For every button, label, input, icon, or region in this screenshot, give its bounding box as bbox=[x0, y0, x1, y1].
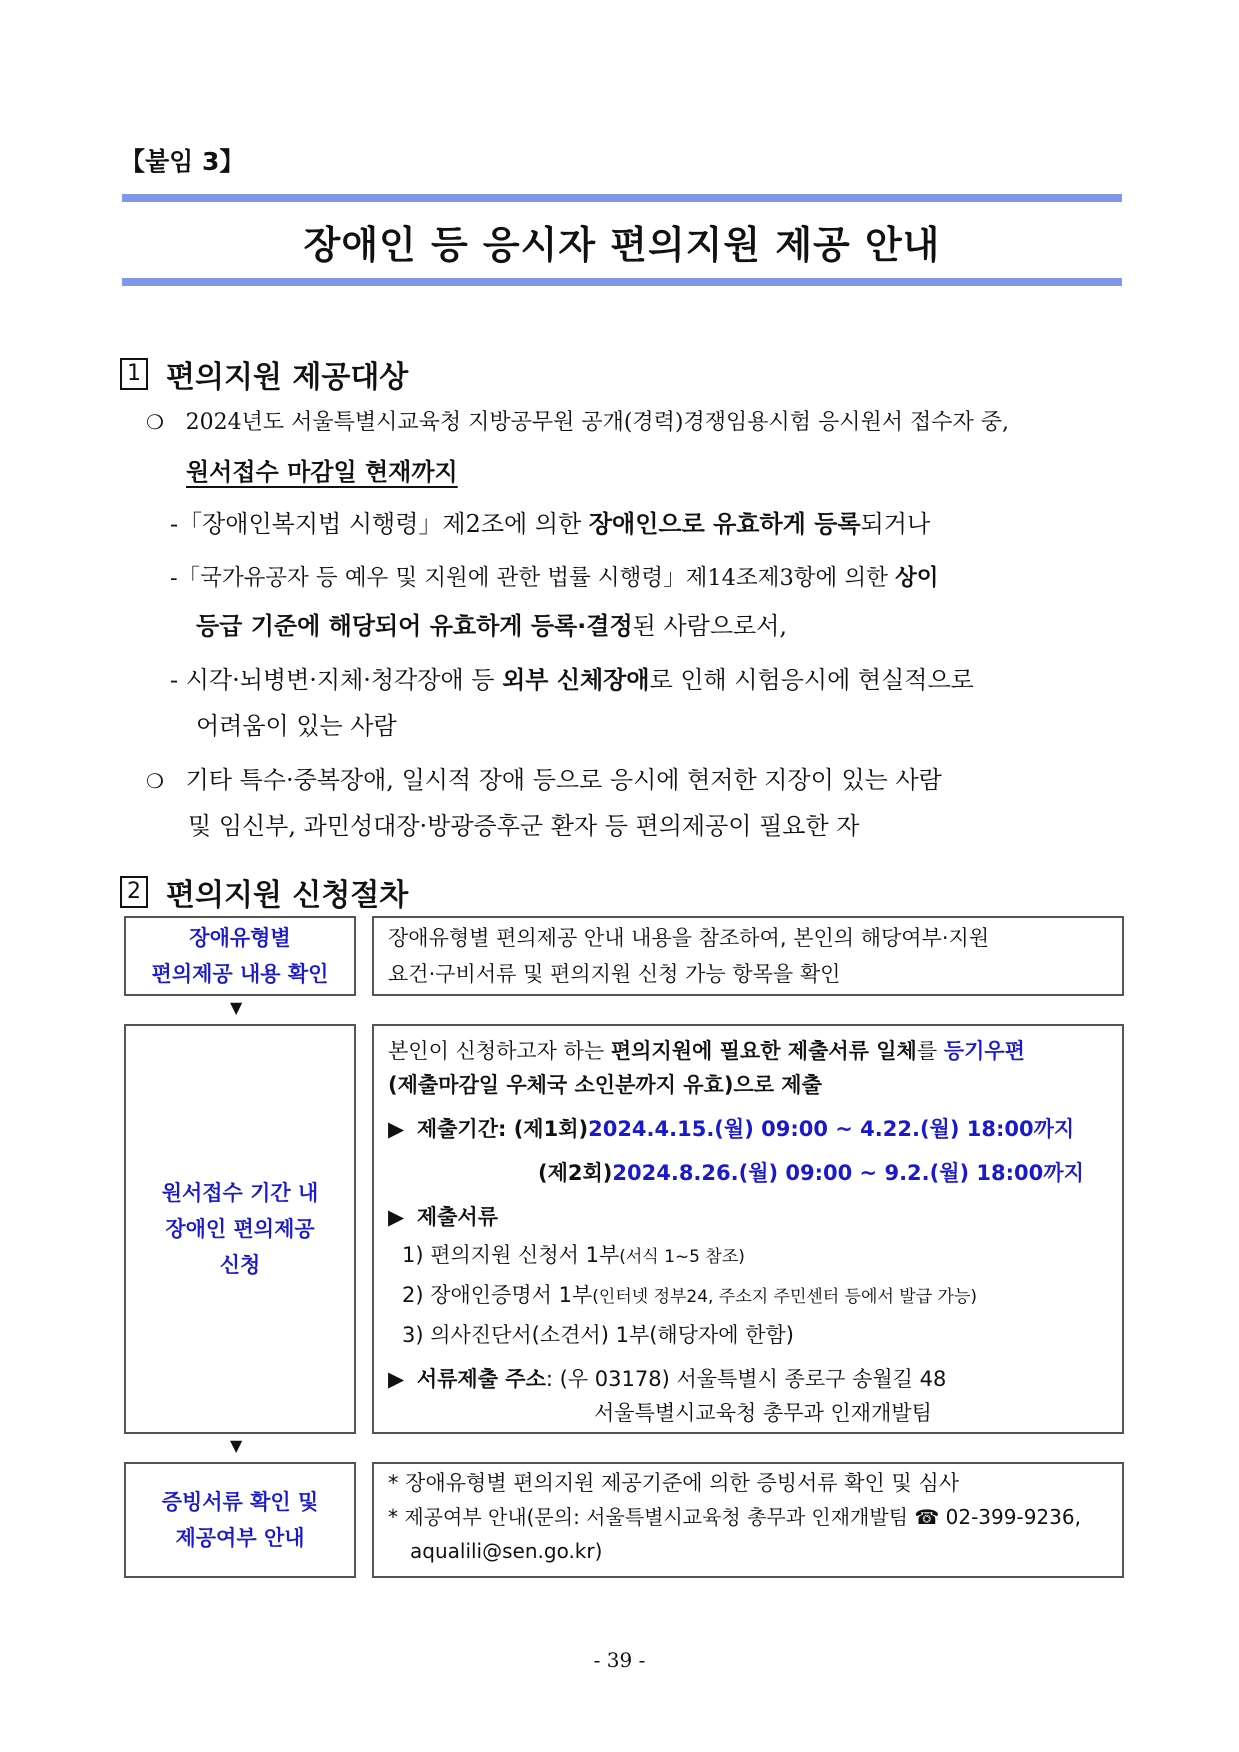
doc2-note: (인터넷 정부24, 주소지 주민센터 등에서 발급 가능) bbox=[592, 1287, 978, 1307]
period2-round: (제2회) bbox=[538, 1161, 613, 1185]
down-arrow-icon: ▼ bbox=[230, 1436, 243, 1455]
step2-intro-line2: (제출마감일 우체국 소인분까지 유효)으로 제출 bbox=[388, 1073, 822, 1097]
period-label: 제출기간: bbox=[416, 1117, 514, 1141]
period1-dates: 2024.4.15.(월) 09:00 ~ 4.22.(월) 18:00까지 bbox=[588, 1117, 1075, 1141]
step2-label-line2: 장애인 편의제공 bbox=[165, 1217, 315, 1241]
sub-item2-line1 bbox=[170, 560, 939, 592]
sub-item2-emphasis2: 등급 기준에 해당되어 유효하게 등록·결정 bbox=[196, 612, 633, 640]
step3-content-box bbox=[372, 1462, 1124, 1578]
address-text: : (우 03178) 서울특별시 종로구 송월길 48 bbox=[545, 1367, 947, 1391]
step1-content-line2: 요건·구비서류 및 편의지원 신청 가능 항목을 확인 bbox=[388, 962, 841, 986]
doc1-text: 1) 편의지원 신청서 1부 bbox=[402, 1243, 620, 1267]
address-label: 서류제출 주소 bbox=[416, 1367, 546, 1391]
item1-text: 2024년도 서울특별시교육청 지방공무원 공개(경력)경쟁임용시험 응시원서 접수자 중, bbox=[185, 410, 1010, 435]
period1-line bbox=[388, 1112, 1108, 1146]
docs-label: 제출서류 bbox=[416, 1205, 498, 1229]
sub-item1-text: -「장애인복지법 시행령」제2조에 의한 bbox=[170, 510, 589, 538]
step1-content-line1: 장애유형별 편의제공 안내 내용을 참조하여, 본인의 해당여부·지원 bbox=[388, 926, 990, 950]
page-number: - 39 - bbox=[593, 1648, 646, 1672]
section1-title: 편의지원 제공대상 bbox=[166, 360, 409, 395]
sub-item3-tail: 로 인해 시험응시에 현실적으로 bbox=[649, 666, 974, 694]
step1-label-box bbox=[124, 916, 356, 996]
step1-content-box bbox=[372, 916, 1124, 996]
doc3: 3) 의사진단서(소견서) 1부(해당자에 한함) bbox=[402, 1323, 795, 1347]
section2-heading bbox=[120, 870, 408, 914]
step2-intro-emphasis: 편의지원에 필요한 제출서류 일체 bbox=[610, 1039, 917, 1063]
doc2-text: 2) 장애인증명서 1부 bbox=[402, 1283, 593, 1307]
step1-label-line2: 편의제공 내용 확인 bbox=[151, 962, 329, 986]
step3-label-line2: 제공여부 안내 bbox=[175, 1526, 305, 1550]
step3-line1: * 장애유형별 편의지원 제공기준에 의한 증빙서류 확인 및 심사 bbox=[388, 1471, 960, 1495]
sub-item3-line2: 어려움이 있는 사람 bbox=[196, 712, 397, 740]
item1-deadline: 원서접수 마감일 현재까지 bbox=[186, 458, 458, 486]
sub-item3-line1 bbox=[170, 660, 974, 695]
circle-bullet-icon: ❍ bbox=[146, 769, 164, 793]
item1-line1 bbox=[146, 405, 1009, 436]
section2-title: 편의지원 신청절차 bbox=[166, 878, 409, 913]
sub-item2-text: -「국가유공자 등 예우 및 지원에 관한 법률 시행령」제14조제3항에 의한 bbox=[170, 565, 896, 591]
title-bar-top bbox=[122, 194, 1122, 202]
step2-label-box bbox=[124, 1024, 356, 1434]
sub-item1-tail: 되거나 bbox=[860, 510, 931, 538]
step2-content-box bbox=[372, 1024, 1124, 1434]
period1-round: (제1회) bbox=[513, 1117, 589, 1141]
doc1 bbox=[388, 1238, 1108, 1274]
step2-intro-line1 bbox=[388, 1034, 1108, 1068]
sub-item1-emphasis: 장애인으로 유효하게 등록 bbox=[588, 510, 861, 538]
sub-item1 bbox=[170, 504, 930, 539]
step2-intro-text: 본인이 신청하고자 하는 bbox=[388, 1039, 611, 1063]
doc1-note: (서식 1~5 참조) bbox=[619, 1247, 745, 1267]
step3-label-line1: 증빙서류 확인 및 bbox=[161, 1490, 319, 1514]
attachment-label: 【붙임 3】 bbox=[120, 147, 245, 176]
item2-line1 bbox=[146, 760, 942, 795]
docs-heading bbox=[388, 1200, 1108, 1234]
section1-heading bbox=[120, 352, 408, 396]
circle-bullet-icon: ❍ bbox=[146, 410, 164, 434]
item2-text: 기타 특수·중복장애, 일시적 장애 등으로 응시에 현저한 지장이 있는 사람 bbox=[185, 766, 942, 794]
step3-line2: * 제공여부 안내(문의: 서울특별시교육청 총무과 인재개발팀 ☎ 02-399-9236, bbox=[388, 1505, 1081, 1529]
triangle-bullet-icon: ▶ bbox=[388, 1117, 405, 1141]
page-title: 장애인 등 응시자 편의지원 제공 안내 bbox=[303, 223, 941, 267]
sub-item3-text: - 시각·뇌병변·지체·청각장애 등 bbox=[170, 666, 503, 694]
sub-item2-line2 bbox=[196, 606, 787, 641]
down-arrow-icon: ▼ bbox=[230, 998, 243, 1017]
step2-intro-joiner: 를 bbox=[916, 1039, 944, 1063]
address-line2: 서울특별시교육청 총무과 인재개발팀 bbox=[594, 1401, 932, 1425]
period2-dates: 2024.8.26.(월) 09:00 ~ 9.2.(월) 18:00까지 bbox=[612, 1161, 1084, 1185]
triangle-bullet-icon: ▶ bbox=[388, 1367, 405, 1391]
sub-item2-emphasis: 상이 bbox=[895, 565, 939, 591]
doc2 bbox=[388, 1278, 1108, 1314]
sub-item2-tail: 된 사람으로서, bbox=[632, 612, 788, 640]
step3-line3: aqualili@sen.go.kr) bbox=[410, 1539, 603, 1563]
step2-label-line1: 원서접수 기간 내 bbox=[161, 1181, 319, 1205]
address-line1 bbox=[388, 1362, 1108, 1396]
section2-number: 2 bbox=[120, 876, 148, 908]
item2-line2: 및 임신부, 과민성대장·방광증후군 환자 등 편의제공이 필요한 자 bbox=[188, 812, 860, 840]
step2-label-line3: 신청 bbox=[219, 1253, 261, 1277]
step2-intro-mail: 등기우편 bbox=[943, 1039, 1025, 1063]
period2-line bbox=[388, 1156, 1108, 1190]
step3-label-box bbox=[124, 1462, 356, 1578]
section1-number: 1 bbox=[120, 358, 148, 390]
step1-label-line1: 장애유형별 bbox=[189, 926, 291, 950]
title-bar-bottom bbox=[122, 278, 1122, 286]
triangle-bullet-icon: ▶ bbox=[388, 1205, 405, 1229]
sub-item3-emphasis: 외부 신체장애 bbox=[502, 666, 650, 694]
